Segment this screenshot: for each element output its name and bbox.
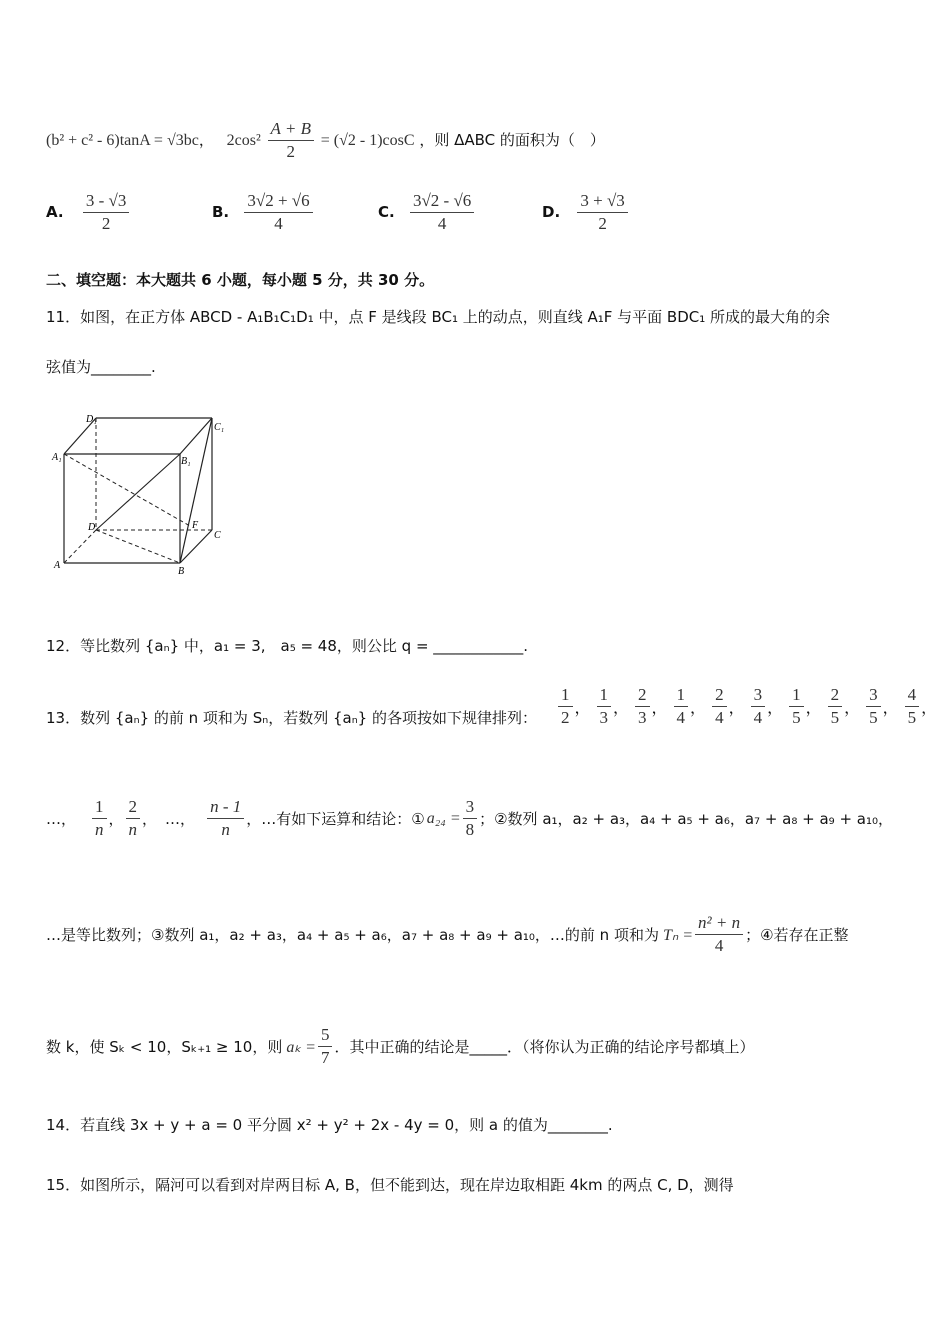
cube-edge-ad <box>64 530 96 563</box>
option-fraction <box>244 190 312 235</box>
q13-conclusion-4-start: ；④若存在正整 <box>745 926 849 944</box>
seq-term <box>558 684 573 729</box>
seq-term <box>92 796 107 841</box>
q10-condition-2-fraction <box>268 118 314 163</box>
q13-sequence: $\frac{1}{2}$ ， $\frac{1}{3}$ ， $\frac{2}{3}$ ， $\frac{1}{4}$ ， $\frac{2}{4}$ ， $\frac{3}{4}$ ， $\frac{1}{5}$ ， $\frac{2}{5}$ ， $\frac{3}{5}$ ， $\frac{4}{5}$ ， <box>556 684 937 729</box>
fraction-denominator: n <box>128 820 138 839</box>
ak-lhs: aₖ = <box>286 1038 316 1056</box>
q10-condition-2-lhs: 2cos² <box>226 132 261 149</box>
q13-line-3 <box>46 912 849 957</box>
q13-intro: 13．数列 {aₙ} 的前 n 项和为 Sₙ，若数列 {aₙ} 的各项按如下规律排列： <box>46 709 537 727</box>
fraction-numerator: 2 <box>126 796 141 819</box>
ellipsis: …， <box>46 810 77 828</box>
fraction-denominator: 3 <box>638 708 647 727</box>
fraction-numerator: 2 <box>635 684 650 707</box>
option-fraction <box>577 190 627 235</box>
fraction-numerator: 1 <box>92 796 107 819</box>
seq-term <box>751 684 766 729</box>
fraction-denominator: 5 <box>907 708 917 727</box>
fraction-numerator: 2 <box>712 684 727 707</box>
fraction-numerator: 3 - √3 <box>83 190 130 213</box>
q10-condition-2-rhs: = (√2 - 1)cosC <box>320 132 415 149</box>
fraction-denominator: 2 <box>598 214 607 233</box>
fraction-denominator: 2 <box>561 708 570 727</box>
seq-term <box>905 684 920 729</box>
fraction-denominator: 5 <box>830 708 840 727</box>
fraction-numerator: n - 1 <box>207 796 244 819</box>
q11-line-2: 弦值为________. <box>46 358 156 376</box>
vertex-label: A₁ <box>52 452 62 463</box>
option-label: B. <box>212 203 230 221</box>
q10-condition-1: (b² + c² - 6)tanA = √3bc <box>46 132 199 149</box>
cube-edge-b1c1 <box>180 418 212 454</box>
vertex-label: B₁ <box>181 456 191 467</box>
q14-line: 14．若直线 3x + y + a = 0 平分圆 x² + y² + 2x - 4y = 0，则 a 的值为________. <box>46 1116 613 1134</box>
option-label: A. <box>46 203 64 221</box>
q13-answer-prompt: ．其中正确的结论是_____．（将你认为正确的结论序号都填上） <box>334 1038 755 1056</box>
q10-option-b <box>212 190 315 235</box>
fraction-numerator: 3√2 + √6 <box>244 190 312 213</box>
q12-line: 12．等比数列 {aₙ} 中，a₁ = 3, a₅ = 48，则公比 q = ____________. <box>46 637 529 655</box>
vertex-label: C₁ <box>214 422 225 433</box>
fraction-denominator: 4 <box>753 708 763 727</box>
q10-option-c <box>378 190 476 235</box>
fraction-numerator: 2 <box>828 684 843 707</box>
seq-term <box>828 684 843 729</box>
fraction-denominator: 2 <box>101 214 111 233</box>
fraction-numerator: 1 <box>597 684 612 707</box>
fraction-denominator: 4 <box>437 214 447 233</box>
fraction-denominator: 8 <box>465 820 475 839</box>
seq-term <box>207 796 244 841</box>
fraction-numerator: 1 <box>674 684 689 707</box>
fraction-denominator: n <box>95 820 104 839</box>
segment-a1f <box>64 454 190 526</box>
option-fraction <box>83 190 130 235</box>
fraction-numerator: 3 <box>751 684 766 707</box>
q13-conclusion-2: ；②数列 a₁，a₂ + a₃，a₄ + a₅ + a₆，a₇ + a₈ + a₉ + a₁₀， <box>479 810 894 828</box>
q13-line-2: …， $\frac{1}{n}$ ， $\frac{2}{n}$ ， …， $\frac{n - 1}{n}$ ，…有如下运算和结论：① a₂₄ = $\frac{3}{8}$ ；②数列 a₁，a₂ + a₃，a₄ + a₅ + a₆，a₇ + a₈ + a₉ + a₁₀， <box>46 797 894 839</box>
fraction-numerator: 1 <box>789 684 804 707</box>
q13-conclusion-intro: ，…有如下运算和结论：① <box>246 810 425 828</box>
section-heading: 二、填空题：本大题共 6 小题，每小题 5 分，共 30 分。 <box>46 271 435 289</box>
q10-separator: ， <box>198 131 214 149</box>
vertex-label: F <box>192 520 199 531</box>
q11-line-1: 11．如图，在正方体 ABCD - A₁B₁C₁D₁ 中，点 F 是线段 BC₁ 上的动点，则直线 A₁F 与平面 BDC₁ 所成的最大角的余 <box>46 308 831 326</box>
segment-db1 <box>96 454 180 530</box>
vertex-label: C <box>214 530 221 541</box>
q10-condition-line <box>46 118 605 163</box>
q15-line: 15．如图所示，隔河可以看到对岸两目标 A, B，但不能到达，现在岸边取相距 4km 的两点 C, D，测得 <box>46 1176 734 1194</box>
seq-term <box>674 684 689 729</box>
fraction-numerator: 3 + √3 <box>577 190 627 213</box>
ellipsis: …， <box>165 810 196 828</box>
fraction-numerator: 4 <box>905 684 920 707</box>
fraction-numerator: A + B <box>268 118 314 141</box>
option-label: D. <box>542 203 561 221</box>
fraction-denominator: 5 <box>792 708 801 727</box>
fraction-denominator: 4 <box>274 214 283 233</box>
seq-term <box>635 684 650 729</box>
seq-term <box>712 684 727 729</box>
segment-db <box>96 530 180 563</box>
q13-line-4 <box>46 1024 754 1069</box>
fraction-numerator: n² + n <box>695 912 743 935</box>
q10-question-tail: ，则 ΔABC 的面积为（ ） <box>419 131 605 149</box>
option-label: C. <box>378 203 395 221</box>
fraction-denominator: 4 <box>715 708 724 727</box>
fraction-numerator: 3√2 - √6 <box>410 190 474 213</box>
fraction-denominator: n <box>221 820 230 839</box>
seq-term <box>126 796 141 841</box>
seq-term <box>866 684 881 729</box>
tn-lhs: Tₙ = <box>662 926 694 944</box>
tn-fraction <box>695 912 743 957</box>
q13-conclusion-4: 数 k，使 Sₖ < 10，Sₖ₊₁ ≥ 10，则 <box>46 1038 283 1056</box>
vertex-label: D₁ <box>86 414 97 425</box>
seq-term <box>597 684 612 729</box>
cube-figure <box>50 408 230 576</box>
ak-fraction <box>318 1024 333 1069</box>
seq-term <box>789 684 804 729</box>
a24-fraction <box>463 796 478 841</box>
fraction-numerator: 1 <box>558 684 573 707</box>
segment-bc1 <box>180 418 212 563</box>
fraction-denominator: 3 <box>599 708 609 727</box>
q13-conclusion-3: …是等比数列；③数列 a₁，a₂ + a₃，a₄ + a₅ + a₆，a₇ + a₈ + a₉ + a₁₀，…的前 n 项和为 <box>46 926 659 944</box>
q10-option-a <box>46 190 131 235</box>
fraction-numerator: 5 <box>318 1024 333 1047</box>
vertex-label: B <box>178 566 185 576</box>
fraction-denominator: 4 <box>714 936 724 955</box>
fraction-denominator: 4 <box>676 708 686 727</box>
q10-option-d <box>542 190 630 235</box>
vertex-label: D <box>88 522 96 533</box>
fraction-numerator: 3 <box>866 684 881 707</box>
vertex-label: A <box>54 560 61 571</box>
option-fraction <box>410 190 474 235</box>
cube-edge-bc <box>180 530 212 563</box>
fraction-numerator: 3 <box>463 796 478 819</box>
fraction-denominator: 5 <box>869 708 878 727</box>
fraction-denominator: 7 <box>320 1048 330 1067</box>
a24-lhs: a₂₄ = <box>426 809 461 827</box>
fraction-denominator: 2 <box>286 142 295 161</box>
